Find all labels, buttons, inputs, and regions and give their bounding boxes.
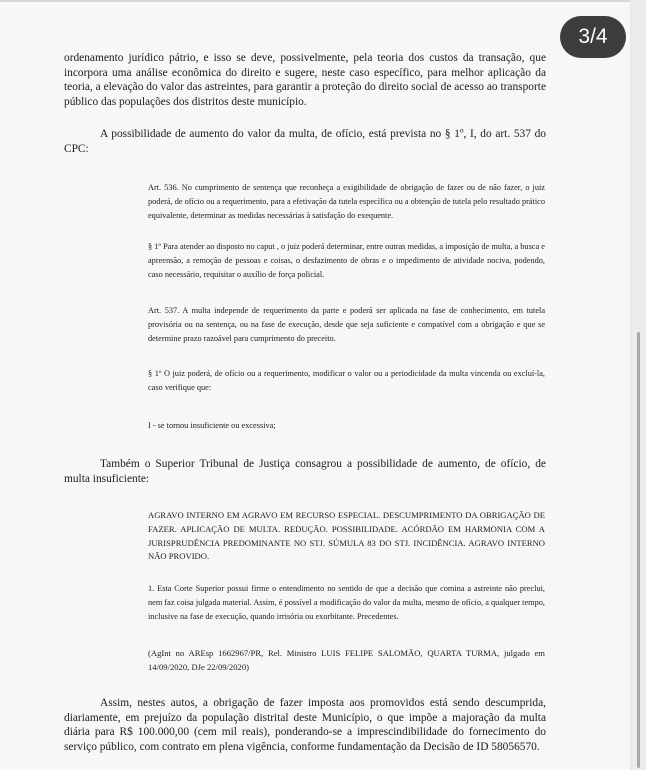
quote-art-537: Art. 537. A multa independe de requerimento da parte e poderá ser aplicada na fase de conhecimento, em tutela provisória ou na sentença, ou na fase de execução, desde que seja suficiente e compatível com a obrigação e que se determine prazo razoável para cumprimento do preceito. <box>148 306 545 343</box>
paragraph-transaction-costs: ordenamento jurídico pátrio, e isso se deve, possivelmente, pela teoria dos custos da transação, que incorpora uma análise econômica do direito e sugere, neste caso específico, para melhor aplicação da teoria, a elevação do valor das astreintes, para garantir a proteção do direito social de acesso ao transporte público das populações dos distritos deste município. <box>64 52 546 108</box>
quote-art-536: Art. 536. No cumprimento de sentença que reconheça a exigibilidade de obrigação de fazer ou de não fazer, o juiz poderá, de ofício ou a requerimento, para a efetivação da tutela específica ou a obtenção de tutela pelo resultado prático equivalente, determinar as medidas necessárias à satisfação do exequente. <box>148 183 545 220</box>
paragraph-cpc-intro <box>64 127 546 156</box>
paragraph-cpc-intro-text: A possibilidade de aumento do valor da multa, de ofício, está prevista no § 1º, I, do art. 537 do CPC: <box>64 128 546 155</box>
quote-art-536-par-1: § 1º Para atender ao disposto no caput , o juiz poderá determinar, entre outras medidas, a imposição de multa, a busca e apreensão, a remoção de pessoas e coisas, o desfazimento de obras e o impedimento de atividade nociva, podendo, caso necessário, requisitar o auxílio de força policial. <box>148 242 545 279</box>
page-indicator-badge: 3/4 <box>560 16 626 58</box>
quote-stj-item-1: 1. Esta Corte Superior possui firme o entendimento no sentido de que a decisão que comina a astreinte não preclui, nem faz coisa julgada material. Assim, é possível a modificação do valor da multa, mesmo de ofício, a qualquer tempo, inclusive na fase de execução, quando irrisória ou exorbitante. Precedentes. <box>148 584 545 621</box>
paragraph-conclusion <box>64 696 546 754</box>
quote-inciso-i: I - se tornou insuficiente ou excessiva; <box>148 421 276 430</box>
scrollbar-thumb[interactable] <box>637 332 640 768</box>
vertical-scrollbar[interactable] <box>632 0 646 770</box>
paragraph-stj-intro-text: Também o Superior Tribunal de Justiça consagrou a possibilidade de aumento, de ofício, de multa insuficiente: <box>64 458 546 485</box>
quote-stj-citation: (AgInt no AREsp 1662967/PR, Rel. Ministro LUIS FELIPE SALOMÃO, QUARTA TURMA, julgado em 14/09/2020, DJe 22/09/2020) <box>148 648 545 672</box>
paragraph-stj-intro <box>64 457 546 486</box>
paragraph-conclusion-text: Assim, nestes autos, a obrigação de fazer imposta aos promovidos está sendo descumprida, diariamente, em prejuízo da população distrital deste Município, o que impõe a majoração da multa diária para R$ 100.000,00 (cem mil reais), ponderando-se a imprescindibilidade do fornecimento do serviço público, com contrato em plena vigência, conforme fundamentação da Decisão de ID 58056570. <box>64 697 546 753</box>
quote-art-537-par-1: § 1º O juiz poderá, de ofício ou a requerimento, modificar o valor ou a periodicidade da multa vincenda ou excluí-la, caso verifique que: <box>148 369 545 392</box>
page-top-edge <box>0 0 630 2</box>
quote-stj-ementa: AGRAVO INTERNO EM AGRAVO EM RECURSO ESPECIAL. DESCUMPRIMENTO DA OBRIGAÇÃO DE FAZER. APLICAÇÃO DE MULTA. REDUÇÃO. POSSIBILIDADE. ACÓRDÃO EM HARMONIA COM A JURISPRUDÊNCIA PREDOMINANTE NO STJ. SÚMULA 83 DO STJ. INCIDÊNCIA. AGRAVO INTERNO NÃO PROVIDO. <box>148 510 545 562</box>
